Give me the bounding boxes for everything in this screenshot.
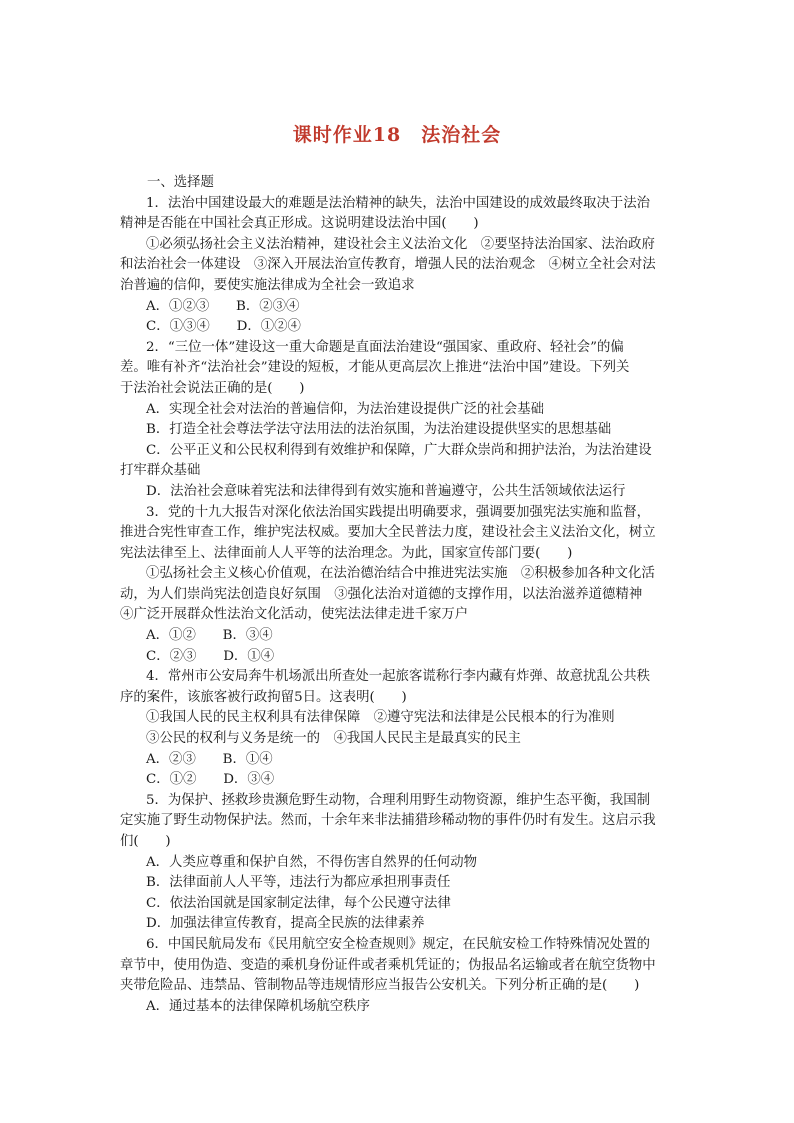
text-line: 1．法治中国建设最大的难题是法治精神的缺失，法治中国建设的成效最终取决于法治 <box>146 195 650 211</box>
document-body <box>120 173 678 1017</box>
text-line: ③公民的权利与义务是统一的 ④我国人民民主是最真实的民主 <box>146 731 521 747</box>
text-line: ①我国人民的民主权利具有法律保障 ②遵守宪法和法律是公民根本的行为准则 <box>146 710 615 726</box>
question-list <box>120 194 678 1018</box>
text-line: 宪法法律至上、法律面前人人平等的法治理念。为此，国家宣传部门要( ) <box>120 545 573 561</box>
text-line: A．①②③ B．②③④ <box>146 298 300 314</box>
text-line: 3．党的十九大报告对深化依法治国实践提出明确要求，强调要加强宪法实施和监督， <box>146 504 650 520</box>
text-line: 4．常州市公安局奔牛机场派出所查处一起旅客谎称行李内藏有炸弹、故意扰乱公共秩 <box>146 669 650 685</box>
text-line: A．人类应尊重和保护自然，不得伤害自然界的任何动物 <box>146 854 478 870</box>
text-line: 精神是否能在中国社会真正形成。这说明建设法治中国( ) <box>120 216 479 232</box>
text-line: ①必须弘扬社会主义法治精神，建设社会主义法治文化 ②要坚持法治国家、法治政府 <box>146 236 655 252</box>
text-line: 5．为保护、拯救珍贵濒危野生动物，合理利用野生动物资源，维护生态平衡，我国制 <box>146 792 650 808</box>
text-line: B．打造全社会尊法学法守法用法的法治氛围，为法治建设提供坚实的思想基础 <box>146 422 612 438</box>
text-line: 章节中，使用伪造、变造的乘机身份证件或者乘机凭证的；伪报品名运输或者在航空货物中 <box>120 957 656 973</box>
text-line: A．通过基本的法律保障机场航空秩序 <box>146 998 370 1014</box>
text-line: A．①② B．③④ <box>146 628 273 644</box>
text-line: A．实现全社会对法治的普遍信仰，为法治建设提供广泛的社会基础 <box>146 401 544 417</box>
text-line: 治普遍的信仰，要使实施法律成为全社会一致追求 <box>120 277 415 293</box>
text-line: 于法治社会说法正确的是( ) <box>120 380 305 396</box>
text-line: B．法律面前人人平等，违法行为都应承担刑事责任 <box>146 875 451 891</box>
text-line: C．②③ D．①④ <box>146 648 275 664</box>
text-line: 差。唯有补齐“法治社会”建设的短板，才能从更高层次上推进“法治中国”建设。下列关 <box>120 360 630 376</box>
text-line: 序的案件，该旅客被行政拘留5日。这表明( ) <box>120 689 407 705</box>
page-title: 课时作业18 法治社会 <box>292 124 502 146</box>
text-line: 推进合宪性审查工作，维护宪法权威。要加大全民普法力度，建设社会主义法治文化，树立 <box>120 525 656 541</box>
text-line: 和法治社会一体建设 ③深入开展法治宣传教育，增强人民的法治观念 ④树立全社会对法 <box>120 257 656 273</box>
text-line: 定实施了野生动物保护法。然而，十余年来非法捕猎珍稀动物的事件仍时有发生。这启示我 <box>120 813 656 829</box>
text-line: ④广泛开展群众性法治文化活动，使宪法法律走进千家万户 <box>120 607 469 623</box>
text-line: 打牢群众基础 <box>120 463 201 479</box>
text-line: 2．“三位一体”建设这一重大命题是直面法治建设“强国家、重政府、轻社会”的偏 <box>146 339 624 355</box>
text-line: 6．中国民航局发布《民用航空安全检查规则》规定，在民航安检工作特殊情况处置的 <box>146 936 650 952</box>
text-line: C．①③④ D．①②④ <box>146 319 301 335</box>
text-line: 们( ) <box>120 834 171 849</box>
text-line: ①弘扬社会主义核心价值观，在法治德治结合中推进宪法实施 ②积极参加各种文化活 <box>146 566 655 582</box>
text-line: C．公平正义和公民权利得到有效维护和保障，广大群众崇尚和拥护法治，为法治建设 <box>146 442 652 458</box>
text-line: C．依法治国就是国家制定法律，每个公民遵守法律 <box>146 895 451 911</box>
section-heading: 一、选择题 <box>147 175 214 190</box>
text-line: 夹带危险品、违禁品、管制物品等违规情形应当报告公安机关。下列分析正确的是( ) <box>120 978 640 994</box>
text-line: C．①② D．③④ <box>146 772 275 788</box>
text-line: 动，为人们崇尚宪法创造良好氛围 ③强化法治对道德的支撑作用，以法治滋养道德精神 <box>120 586 643 602</box>
text-line: D．加强法律宣传教育，提高全民族的法律素养 <box>146 916 425 932</box>
text-line: A．②③ B．①④ <box>146 751 273 767</box>
text-line: D．法治社会意味着宪法和法律得到有效实施和普遍遵守，公共生活领域依法运行 <box>146 483 626 499</box>
